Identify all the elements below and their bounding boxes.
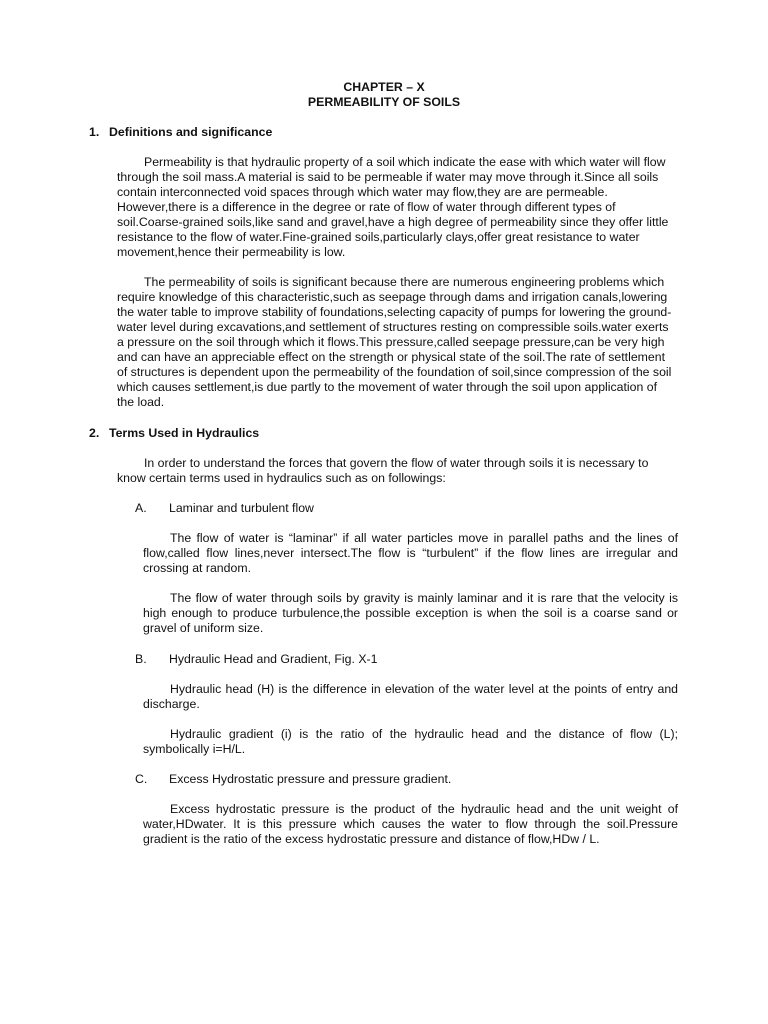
section-1-heading bbox=[89, 125, 272, 140]
subsection-a-title: Laminar and turbulent flow bbox=[169, 501, 314, 515]
subsection-b-paragraph-2: Hydraulic gradient (i) is the ratio of the hydraulic head and the distance of flow (L); symbolically i=H/L. bbox=[143, 727, 678, 756]
section-2-title: Terms Used in Hydraulics bbox=[109, 426, 260, 440]
subsection-b-letter: B. bbox=[135, 652, 147, 666]
chapter-label: CHAPTER – X bbox=[343, 80, 425, 94]
subsection-c-letter: C. bbox=[135, 772, 148, 786]
chapter-heading bbox=[0, 80, 768, 110]
subsection-c-heading bbox=[135, 772, 451, 787]
subsection-a-paragraph-2: The flow of water through soils by gravity is mainly laminar and it is rare that the velocity is high enough to produce turbulence,the possible exception is when the soil is a coarse sand or gravel of uniform size. bbox=[143, 591, 678, 635]
section-2-heading bbox=[89, 426, 259, 441]
section-1-title: Definitions and significance bbox=[109, 125, 273, 139]
subsection-b-paragraph-1: Hydraulic head (H) is the difference in elevation of the water level at the points of entry and discharge. bbox=[143, 682, 678, 711]
section-1-paragraph-2: The permeability of soils is significant because there are numerous engineering problems which require knowledge of this characteristic,such as seepage through dams and irrigation canals,lowering the water table to improve stability of foundations,selecting capacity of pumps for lowering the ground-water level during excavations,and settlement of structures resting on compressible soils.water exerts a pressure on the soil through which it flows.This pressure,called seepage pressure,can be very high and can have an appreciable effect on the strength or physical state of the soil.The rate of settlement of structures is dependent upon the permeability of the foundation of soil,since compression of the soil which causes settlement,is due partly to the movement of water through the soil upon application of the load. bbox=[117, 275, 672, 409]
chapter-title: PERMEABILITY OF SOILS bbox=[307, 95, 461, 109]
section-2-number: 2. bbox=[89, 426, 100, 440]
subsection-c-title: Excess Hydrostatic pressure and pressure gradient. bbox=[169, 772, 452, 786]
section-1-paragraph-1: Permeability is that hydraulic property of a soil which indicate the ease with which water will flow through the soil mass.A material is said to be permeable if water may move through it.Since all soils contain interconnected void spaces through which water may flow,they are are permeable. However,there is a difference in the degree or rate of flow of water through different types of soil.Coarse-grained soils,like sand and gravel,have a high degree of permeability since they offer little resistance to the flow of water.Fine-grained soils,particularly clays,offer great resistance to water movement,hence their permeability is low. bbox=[117, 155, 669, 259]
subsection-a-letter: A. bbox=[135, 501, 147, 515]
subsection-b-title: Hydraulic Head and Gradient, Fig. X-1 bbox=[169, 652, 378, 666]
section-2-intro: In order to understand the forces that govern the flow of water through soils it is necessary to know certain terms used in hydraulics such as on followings: bbox=[117, 456, 649, 485]
subsection-b-heading bbox=[135, 652, 377, 667]
subsection-a-heading bbox=[135, 501, 314, 516]
subsection-a-paragraph-1: The flow of water is “laminar” if all water particles move in parallel paths and the lines of flow,called flow lines,never intersect.The flow is “turbulent” if the flow lines are irregular and crossing at random. bbox=[143, 531, 678, 575]
subsection-c-paragraph-1: Excess hydrostatic pressure is the product of the hydraulic head and the unit weight of water,HDwater. It is this pressure which causes the water to flow through the soil.Pressure gradient is the ratio of the excess hydrostatic pressure and distance of flow,HDw / L. bbox=[143, 802, 678, 846]
section-1-number: 1. bbox=[89, 125, 100, 139]
